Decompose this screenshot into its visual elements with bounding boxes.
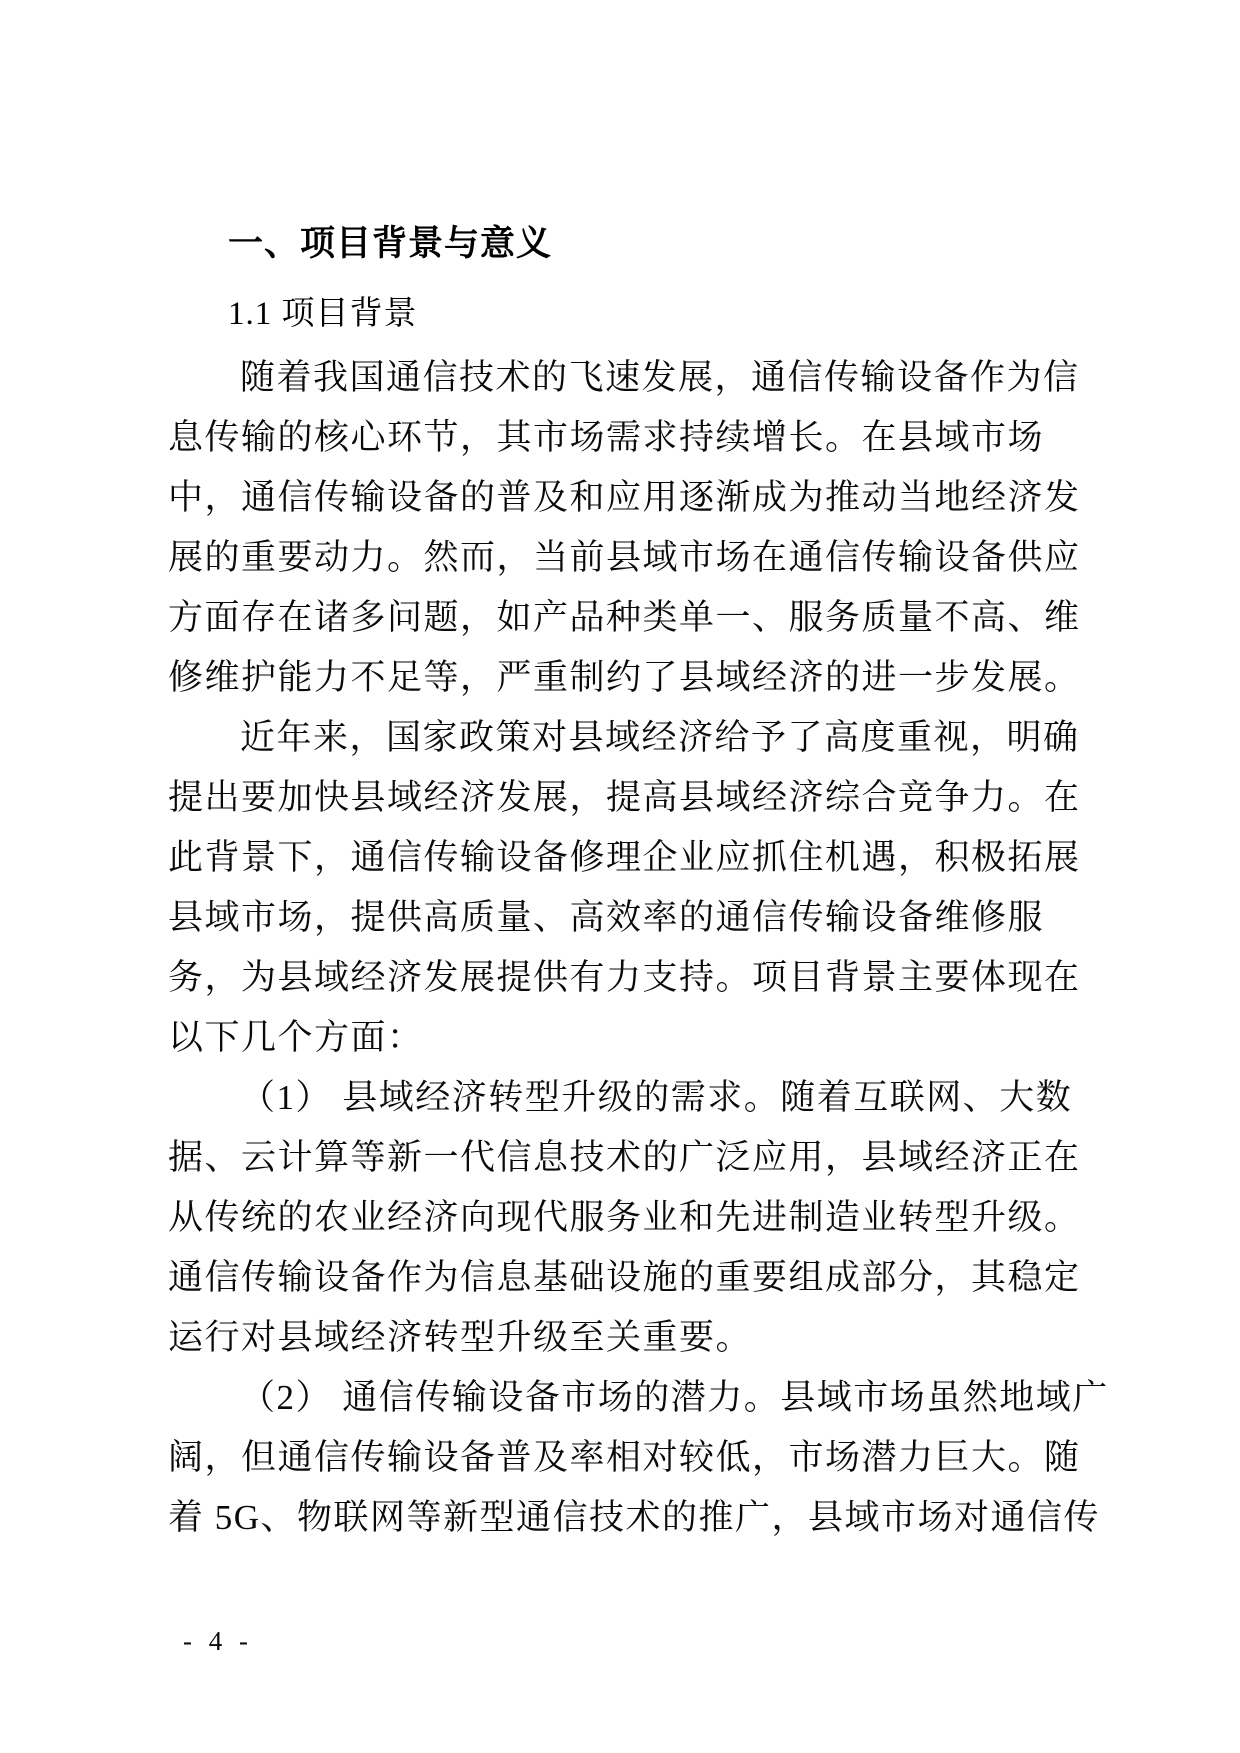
- text-line: 息传输的核心环节，其市场需求持续增长。在县域市场: [168, 418, 1045, 457]
- text-line: 从传统的农业经济向现代服务业和先进制造业转型升级。: [168, 1198, 1081, 1237]
- page-number: - 4 -: [183, 1626, 253, 1656]
- text-line: 务，为县域经济发展提供有力支持。项目背景主要体现在: [168, 958, 1081, 997]
- text-line: 展的重要动力。然而，当前县域市场在通信传输设备供应: [168, 538, 1081, 577]
- text-line: （2） 通信传输设备市场的潜力。县域市场虽然地域广: [240, 1378, 1109, 1417]
- text-line: 县域市场，提供高质量、高效率的通信传输设备维修服: [168, 898, 1045, 937]
- text-line: 提出要加快县域经济发展，提高县域经济综合竞争力。在: [168, 778, 1081, 817]
- text-line: 此背景下，通信传输设备修理企业应抓住机遇，积极拓展: [168, 838, 1081, 877]
- section-heading: 一、项目背景与意义: [228, 224, 553, 263]
- text-line: 阔，但通信传输设备普及率相对较低，市场潜力巨大。随: [168, 1438, 1081, 1477]
- text-line: 近年来，国家政策对县域经济给予了高度重视，明确: [240, 718, 1080, 757]
- text-line: （1） 县域经济转型升级的需求。随着互联网、大数: [240, 1078, 1073, 1117]
- subsection-heading: 1.1 项目背景: [228, 296, 418, 332]
- text-line: 修维护能力不足等，严重制约了县域经济的进一步发展。: [168, 658, 1081, 697]
- text-line: 着 5G、物联网等新型通信技术的推广，县域市场对通信传: [168, 1498, 1101, 1537]
- text-line: 随着我国通信技术的飞速发展，通信传输设备作为信: [240, 358, 1080, 397]
- text-line: 以下几个方面：: [168, 1018, 424, 1057]
- text-line: 据、云计算等新一代信息技术的广泛应用，县域经济正在: [168, 1138, 1081, 1177]
- text-line: 通信传输设备作为信息基础设施的重要组成部分，其稳定: [168, 1258, 1081, 1297]
- text-line: 运行对县域经济转型升级至关重要。: [168, 1318, 753, 1357]
- document-body: [168, 348, 1109, 1548]
- text-line: 方面存在诸多问题，如产品种类单一、服务质量不高、维: [168, 598, 1081, 637]
- text-line: 中，通信传输设备的普及和应用逐渐成为推动当地经济发: [168, 478, 1081, 517]
